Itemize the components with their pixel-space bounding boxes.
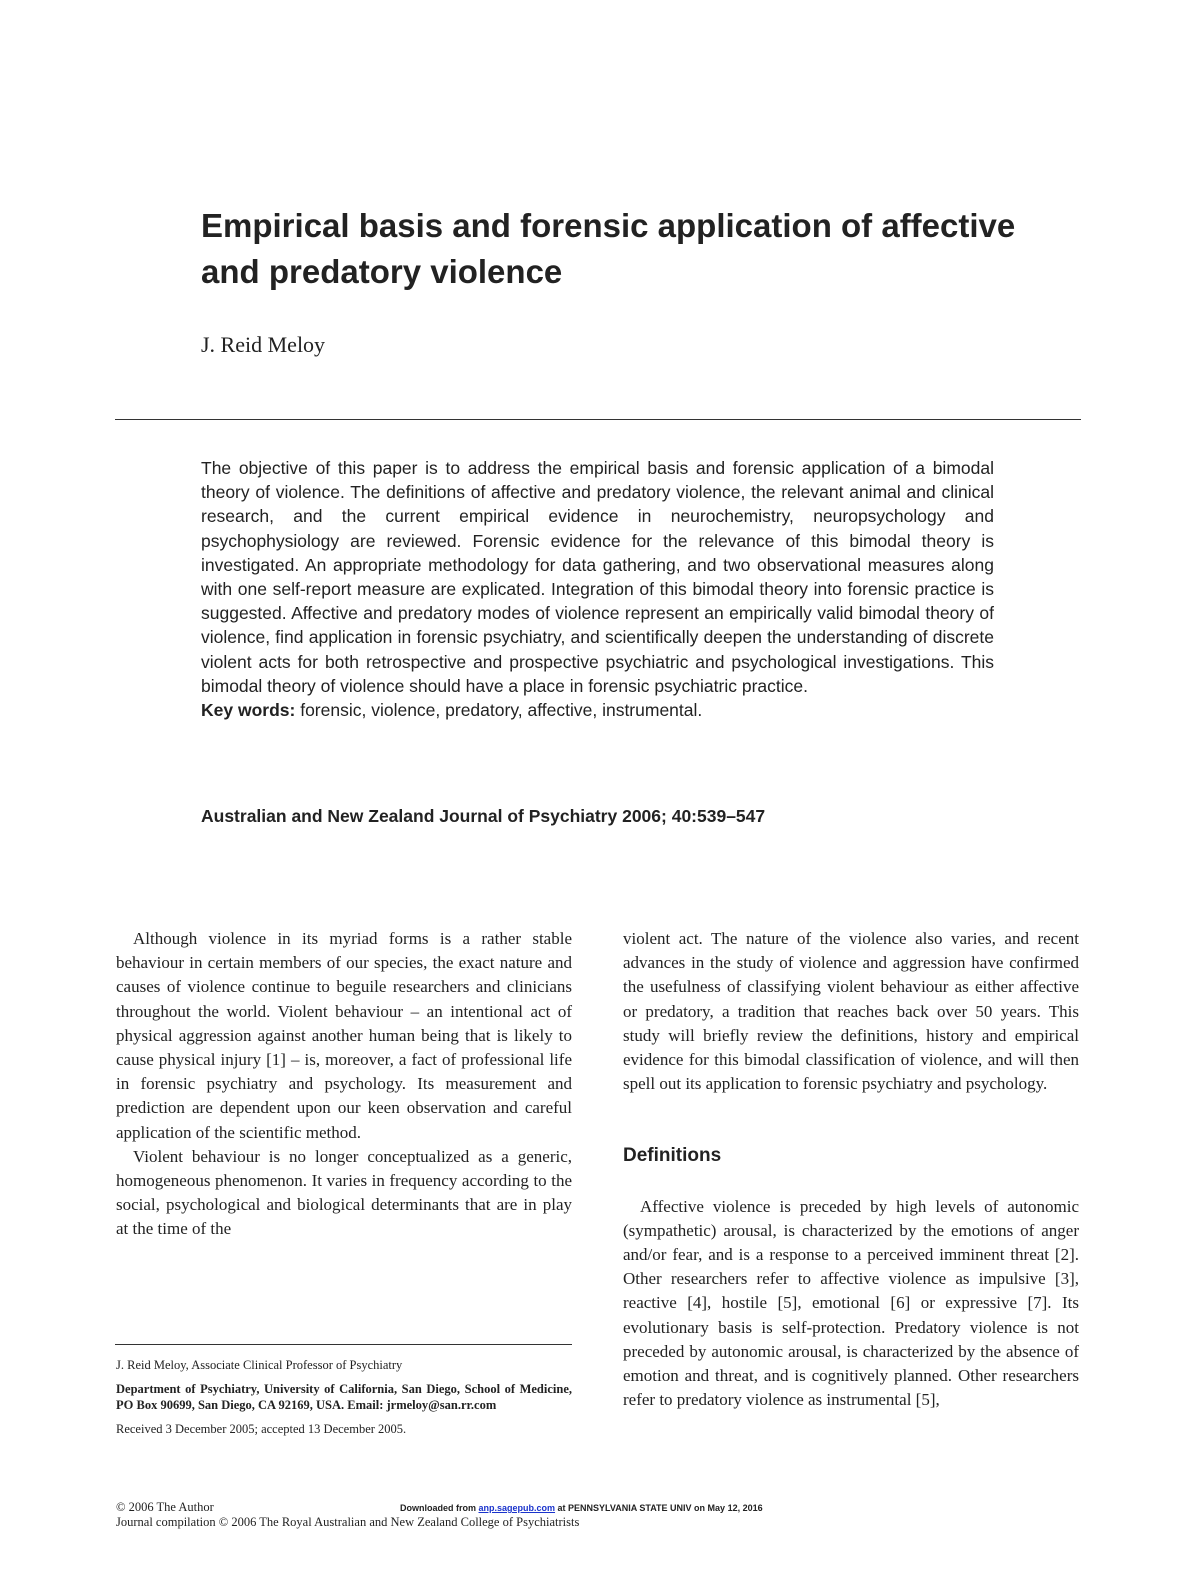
body-paragraph: Affective violence is preceded by high levels of autonomic (sympathetic) arousal, is characterized by the emotions of anger and/or fear, and is a response to a perceived imminent threat [2]. Other researchers refer to affective violence as impulsive [3], reactive [4], hostile [5], emotional [6] or expressive [7]. Its evolutionary basis is self-protection. Predatory violence is not preceded by autonomic arousal, is characterized by the absence of emotion and threat, and is cognitively planned. Other researchers refer to predatory violence as instrumental [5],: [623, 1196, 1079, 1410]
footnote-divider: [115, 1344, 572, 1345]
correspondence-address: Department of Psychiatry, University of California, San Diego, School of Medicine, PO Box 90699, San Diego, CA 92169, USA. Email: jrmeloy@san.rr.com: [116, 1382, 572, 1412]
journal-citation: Australian and New Zealand Journal of Psychiatry 2006; 40:539–547: [201, 806, 766, 826]
download-suffix: at PENNSYLVANIA STATE UNIV on May 12, 2016: [557, 1503, 763, 1513]
copyright-journal: Journal compilation © 2006 The Royal Australian and New Zealand College of Psychiatrists: [116, 1515, 580, 1529]
download-source-link[interactable]: anp.sagepub.com: [478, 1503, 556, 1513]
body-column-left: [116, 927, 572, 1242]
body-paragraph: Violent behaviour is no longer conceptualized as a generic, homogeneous phenomenon. It varies in frequency according to the social, psychological and biological determinants that are in play at the time of the: [116, 1146, 572, 1239]
header-divider: [115, 419, 1081, 420]
abstract-text: The objective of this paper is to address the empirical basis and forensic application of a bimodal theory of violence. The definitions of affective and predatory violence, the relevant animal and clinical research, and the current empirical evidence in neurochemistry, neuropsychology and psychophysiology are reviewed. Forensic evidence for the relevance of this bimodal theory is investigated. An appropriate methodology for data gathering, and two observational measures along with one self-report measure are explicated. Integration of this bimodal theory into forensic practice is suggested. Affective and predatory modes of violence represent an empirically valid bimodal theory of violence, find application in forensic psychiatry, and scientifically deepen the understanding of discrete violent acts for both retrospective and prospective psychiatric and psychological investigations. This bimodal theory of violence should have a place in forensic psychiatric practice.: [201, 458, 994, 696]
body-column-right: [623, 927, 1079, 1412]
section-heading-definitions: Definitions: [623, 1145, 722, 1167]
author-name: J. Reid Meloy: [201, 332, 326, 357]
author-affiliation: J. Reid Meloy, Associate Clinical Professor of Psychiatry: [116, 1358, 403, 1372]
received-dates: Received 3 December 2005; accepted 13 December 2005.: [116, 1422, 407, 1436]
keywords-label: Key words:: [201, 700, 296, 721]
abstract: [201, 456, 994, 722]
keywords-line: [201, 698, 994, 722]
download-note: [400, 1503, 763, 1513]
body-paragraph: Although violence in its myriad forms is a rather stable behaviour in certain members of our species, the exact nature and causes of violence continue to beguile researchers and clinicians throughout the world. Violent behaviour – an intentional act of physical aggression against another human being that is likely to cause physical injury [1] – is, moreover, a fact of professional life in forensic psychiatry and psychology. Its measurement and prediction are dependent upon our keen observation and careful application of the scientific method.: [116, 929, 572, 1142]
download-prefix: Downloaded from: [400, 1503, 476, 1513]
copyright-author: © 2006 The Author: [116, 1500, 214, 1514]
footnotes: [116, 1357, 572, 1445]
body-paragraph: violent act. The nature of the violence also varies, and recent advances in the study of violence and aggression have confirmed the usefulness of classifying violent behaviour as either affective or predatory, a tradition that reaches back over 50 years. This study will briefly review the definitions, history and empirical evidence for this bimodal classification of violence, and will then spell out its application to forensic psychiatry and psychology.: [623, 929, 1079, 1094]
keywords-list: forensic, violence, predatory, affective, instrumental.: [300, 700, 703, 721]
paper-title: Empirical basis and forensic application of affective and predatory violence: [201, 207, 1016, 290]
